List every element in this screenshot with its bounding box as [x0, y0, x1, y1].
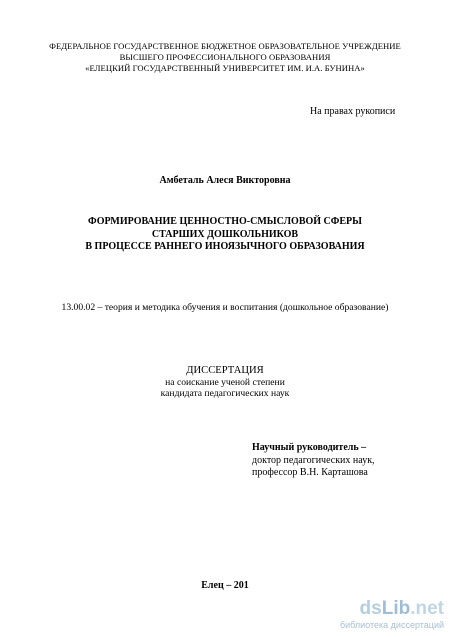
supervisor-name: профессор В.Н. Карташова [252, 467, 368, 478]
city-year: Елец – 201 [201, 580, 249, 591]
specialty-code: 13.00.02 – теория и методика обучения и воспитания (дошкольное образование) [61, 302, 389, 313]
organization-line-3: «ЕЛЕЦКИЙ ГОСУДАРСТВЕННЫЙ УНИВЕРСИТЕТ ИМ. И.А. БУНИНА» [85, 63, 365, 73]
title-line-1: ФОРМИРОВАНИЕ ЦЕННОСТНО-СМЫСЛОВОЙ СФЕРЫ [88, 216, 362, 227]
degree-line-3: кандидата педагогических наук [160, 388, 290, 399]
supervisor-degree: доктор педагогических наук, [252, 454, 375, 466]
rights-note: На правах рукописи [310, 106, 396, 117]
organization-line-1: ФЕДЕРАЛЬНОЕ ГОСУДАРСТВЕННОЕ БЮДЖЕТНОЕ ОБРАЗОВАТЕЛЬНОЕ УЧРЕЖДЕНИЕ [49, 41, 401, 51]
degree-line-2: на соискание ученой степени [165, 376, 285, 388]
watermark-caption: библиотека диссертаций [339, 620, 444, 630]
organization-line-2: ВЫСШЕГО ПРОФЕССИОНАЛЬНОГО ОБРАЗОВАНИЯ [119, 52, 331, 62]
degree-block [0, 365, 450, 400]
organization-header [0, 41, 450, 74]
title-line-3: В ПРОЦЕССЕ РАННЕГО ИНОЯЗЫЧНОГО ОБРАЗОВАНИЯ [85, 241, 365, 252]
dslib-watermark [340, 599, 444, 631]
author-name: Амбеталь Алеся Викторовна [159, 175, 291, 186]
dissertation-title [0, 216, 450, 254]
dslib-logo: dsLib.net [359, 598, 444, 619]
dissertation-heading: ДИССЕРТАЦИЯ [186, 365, 264, 376]
title-line-2: СТАРШИХ ДОШКОЛЬНИКОВ [151, 228, 299, 240]
supervisor-block [252, 442, 375, 480]
supervisor-heading: Научный руководитель – [252, 442, 367, 453]
